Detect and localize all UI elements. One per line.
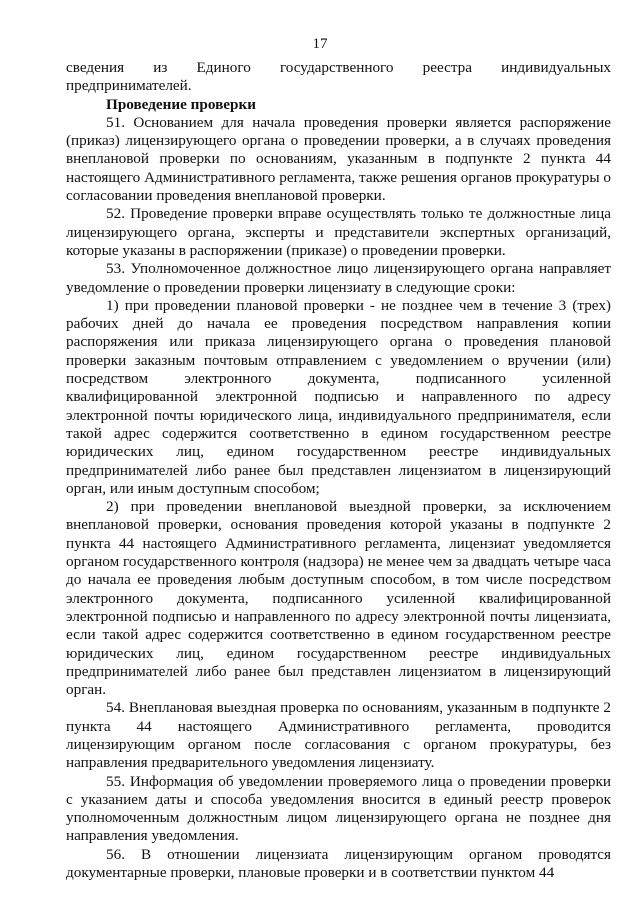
paragraph-54: 54. Внеплановая выездная проверка по основаниям, указанным в подпункте 2 пункта 44 настоящего Административного регламента, проводится лицензирующим органом после согласования с органом прокуратуры, без направления предварительного уведомления лицензиату. xyxy=(66,699,611,772)
paragraph-55: 55. Информация об уведомлении проверяемого лица о проведении проверки с указанием даты и способа уведомления вносится в единый реестр проверок уполномоченным должностным лицом лицензирующего органа не позднее дня направления уведомления. xyxy=(66,772,611,845)
paragraph-51: 51. Основанием для начала проведения проверки является распоряжение (приказ) лицензирующего органа о проведении проверки, а в случаях проведения внеплановой проверки по основаниям, указанным в подпункте 2 пункта 44 настоящего Административного регламента, также решения органов прокуратуры о согласовании проведения внеплановой проверки. xyxy=(66,113,611,205)
paragraph-52: 52. Проведение проверки вправе осуществлять только те должностные лица лицензирующего органа, эксперты и представители экспертных организаций, которые указаны в распоряжении (приказе) о проведении проверки. xyxy=(66,205,611,259)
paragraph-56: 56. В отношении лицензиата лицензирующим органом проводятся документарные проверки, плановые проверки и в соответствии пунктом 44 xyxy=(66,845,611,882)
document-body xyxy=(66,59,611,882)
continuation-paragraph: сведения из Единого государственного реестра индивидуальных предпринимателей. xyxy=(66,59,611,95)
paragraph-53-item-2: 2) при проведении внеплановой выездной проверки, за исключением внеплановой проверки, основания проведения которой указаны в подпункте 2 пункта 44 настоящего Административного регламента, лицензиат уведомляется органом государственного контроля (надзора) не менее чем за двадцать четыре часа до начала ее проведения любым доступным способом, в том числе посредством электронного документа, подписанного усиленной квалифицированной электронной подписью и направленного по адресу электронной почты лицензиата, если такой адрес содержится соответственно в едином государственном реестре юридических лиц, едином государственном реестре индивидуальных предпринимателей либо ранее был представлен лицензиатом в лицензирующий орган. xyxy=(66,498,611,699)
paragraph-53-item-1: 1) при проведении плановой проверки - не позднее чем в течение 3 (трех) рабочих дней до начала ее проведения посредством направления копии распоряжения или приказа лицензирующего органа о проведения плановой проверки заказным почтовым отправлением с уведомлением о вручении (или) посредством электронного документа, подписанного усиленной квалифицированной электронной подписью и направленного по адресу электронной почты юридического лица, индивидуального предпринимателя, если такой адрес содержится соответственно в едином государственном реестре юридических лиц, едином государственном реестре индивидуальных предпринимателей либо ранее был представлен лицензиатом в лицензирующий орган, или иным доступным способом; xyxy=(66,296,611,497)
page-number: 17 xyxy=(312,36,328,52)
section-heading: Проведение проверки xyxy=(106,95,256,113)
paragraph-53: 53. Уполномоченное должностное лицо лицензирующего органа направляет уведомление о проведении проверки лицензиату в следующие сроки: xyxy=(66,260,611,296)
